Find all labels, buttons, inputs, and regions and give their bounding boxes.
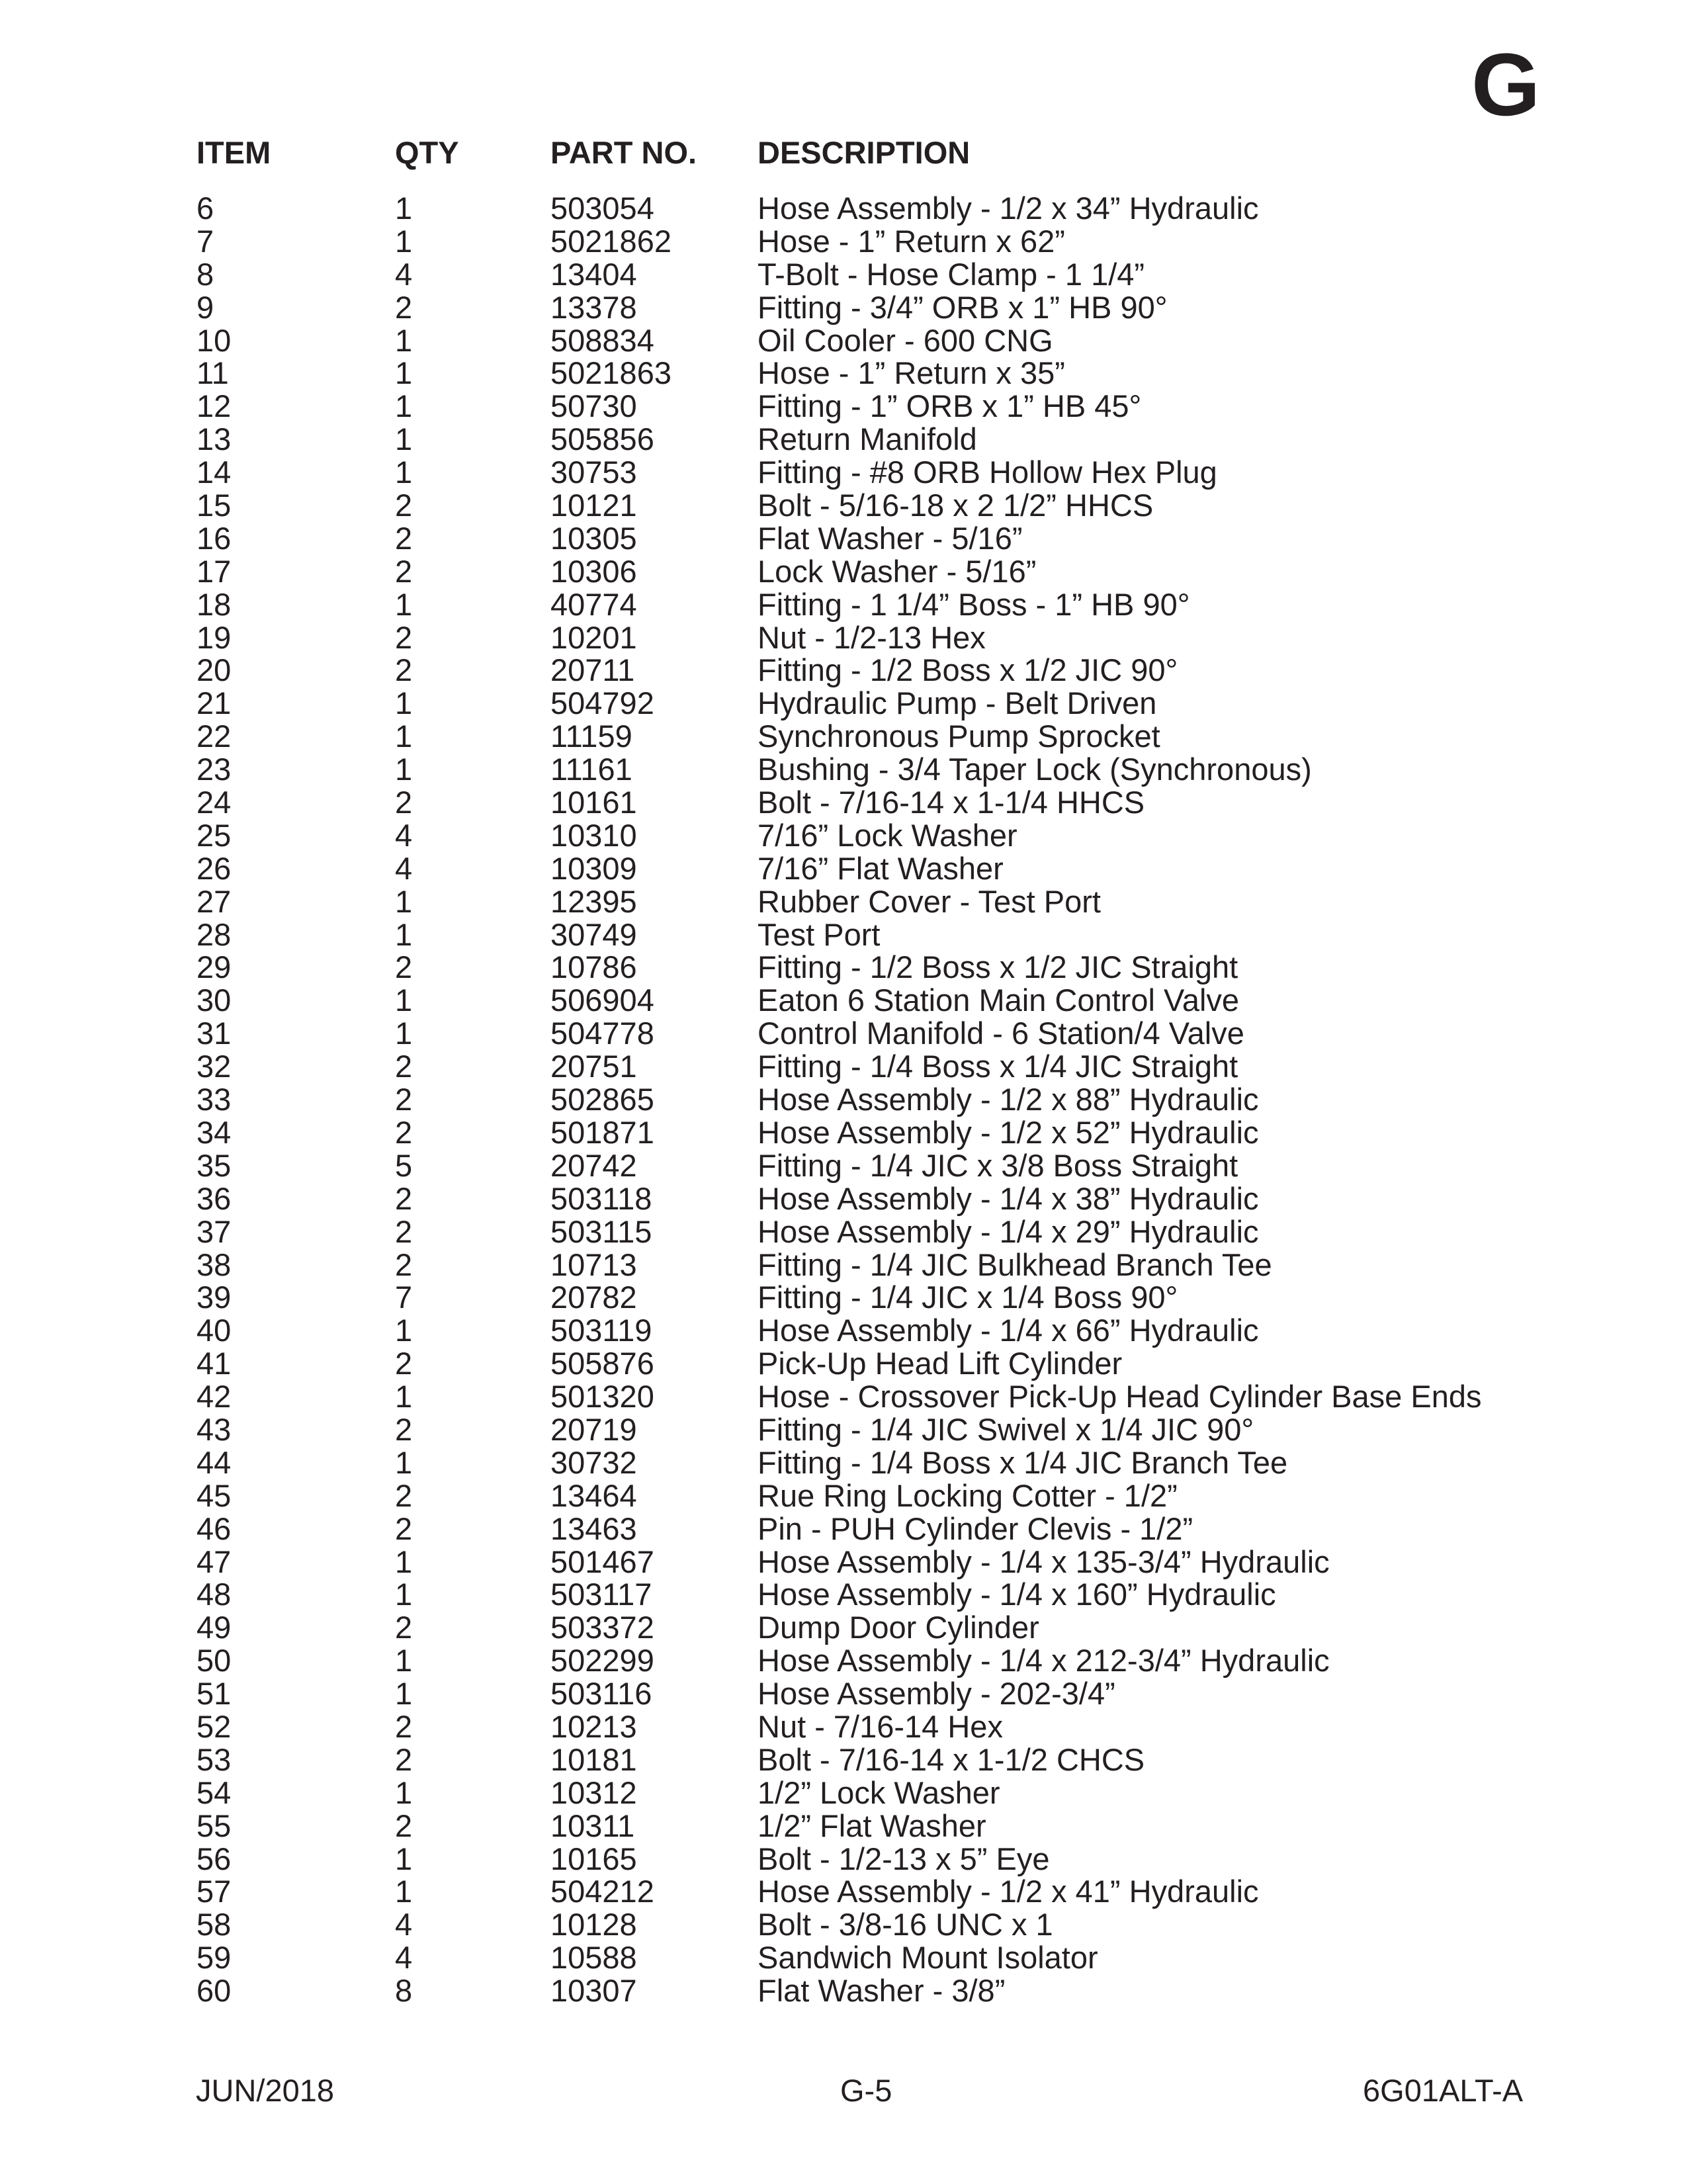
row-quantity: 2 bbox=[395, 1477, 413, 1513]
row-item-number: 35 bbox=[196, 1147, 232, 1183]
row-quantity: 2 bbox=[395, 488, 413, 523]
row-description: 7/16” Flat Washer bbox=[757, 850, 1004, 886]
table-row bbox=[196, 291, 1586, 324]
table-header bbox=[196, 136, 1586, 169]
row-description: Fitting - 1” ORB x 1” HB 45° bbox=[757, 388, 1142, 424]
row-description: Lock Washer - 5/16” bbox=[757, 553, 1037, 589]
row-quantity: 2 bbox=[395, 1213, 413, 1249]
row-item-number: 27 bbox=[196, 883, 232, 919]
row-description: Fitting - 3/4” ORB x 1” HB 90° bbox=[757, 289, 1168, 325]
row-quantity: 1 bbox=[395, 191, 413, 226]
row-description: Hose Assembly - 1/4 x 29” Hydraulic bbox=[757, 1213, 1259, 1249]
row-part-number: 13463 bbox=[550, 1510, 637, 1546]
row-description: Bolt - 5/16-18 x 2 1/2” HHCS bbox=[757, 488, 1154, 523]
row-quantity: 4 bbox=[395, 256, 413, 292]
table-body bbox=[196, 192, 1586, 2007]
row-description: Hose Assembly - 1/2 x 41” Hydraulic bbox=[757, 1874, 1259, 1909]
row-quantity: 2 bbox=[395, 949, 413, 985]
row-item-number: 9 bbox=[196, 289, 214, 325]
row-description: Bolt - 7/16-14 x 1-1/4 HHCS bbox=[757, 785, 1145, 820]
row-description: Fitting - 1/2 Boss x 1/2 JIC 90° bbox=[757, 652, 1178, 688]
row-description: Fitting - 1/4 JIC Bulkhead Branch Tee bbox=[757, 1246, 1272, 1282]
row-quantity: 1 bbox=[395, 685, 413, 721]
row-quantity: 1 bbox=[395, 1577, 413, 1612]
row-part-number: 504212 bbox=[550, 1874, 654, 1909]
table-row bbox=[196, 1149, 1586, 1182]
row-quantity: 2 bbox=[395, 1741, 413, 1777]
row-part-number: 10128 bbox=[550, 1907, 637, 1943]
row-item-number: 55 bbox=[196, 1808, 232, 1843]
table-row bbox=[196, 522, 1586, 555]
row-item-number: 53 bbox=[196, 1741, 232, 1777]
row-part-number: 12395 bbox=[550, 883, 637, 919]
row-part-number: 20751 bbox=[550, 1049, 637, 1084]
row-quantity: 1 bbox=[395, 983, 413, 1018]
row-part-number: 10305 bbox=[550, 520, 637, 556]
row-part-number: 10588 bbox=[550, 1940, 637, 1976]
row-description: Dump Door Cylinder bbox=[757, 1610, 1039, 1645]
row-item-number: 41 bbox=[196, 1346, 232, 1381]
row-quantity: 7 bbox=[395, 1280, 413, 1315]
row-quantity: 2 bbox=[395, 785, 413, 820]
row-description: 1/2” Flat Washer bbox=[757, 1808, 986, 1843]
row-description: Oil Cooler - 600 CNG bbox=[757, 322, 1053, 358]
row-quantity: 1 bbox=[395, 1874, 413, 1909]
row-quantity: 2 bbox=[395, 553, 413, 589]
row-item-number: 57 bbox=[196, 1874, 232, 1909]
row-item-number: 56 bbox=[196, 1841, 232, 1876]
row-quantity: 1 bbox=[395, 1676, 413, 1712]
row-part-number: 503118 bbox=[550, 1180, 652, 1216]
row-description: Fitting - 1/4 JIC x 1/4 Boss 90° bbox=[757, 1280, 1178, 1315]
row-part-number: 20719 bbox=[550, 1411, 637, 1447]
table-row bbox=[196, 1512, 1586, 1546]
row-quantity: 1 bbox=[395, 586, 413, 622]
row-part-number: 5021863 bbox=[550, 355, 671, 391]
row-description: Flat Washer - 5/16” bbox=[757, 520, 1023, 556]
row-part-number: 11161 bbox=[550, 752, 632, 787]
row-description: Hose Assembly - 1/4 x 135-3/4” Hydraulic bbox=[757, 1544, 1330, 1579]
row-description: 7/16” Lock Washer bbox=[757, 817, 1017, 853]
row-item-number: 51 bbox=[196, 1676, 232, 1712]
table-row bbox=[196, 1248, 1586, 1282]
row-description: Fitting - 1/4 Boss x 1/4 JIC Straight bbox=[757, 1049, 1238, 1084]
row-quantity: 1 bbox=[395, 1643, 413, 1679]
row-item-number: 59 bbox=[196, 1940, 232, 1976]
table-row bbox=[196, 1578, 1586, 1611]
row-description: Rubber Cover - Test Port bbox=[757, 883, 1101, 919]
row-description: Hose Assembly - 1/4 x 212-3/4” Hydraulic bbox=[757, 1643, 1330, 1679]
row-item-number: 49 bbox=[196, 1610, 232, 1645]
table-row bbox=[196, 1843, 1586, 1876]
row-part-number: 503054 bbox=[550, 191, 654, 226]
footer-page-number: G-5 bbox=[840, 2073, 892, 2108]
row-quantity: 2 bbox=[395, 289, 413, 325]
row-item-number: 40 bbox=[196, 1313, 232, 1348]
row-quantity: 1 bbox=[395, 1444, 413, 1480]
table-row bbox=[196, 1413, 1586, 1446]
row-item-number: 47 bbox=[196, 1544, 232, 1579]
row-description: Eaton 6 Station Main Control Valve bbox=[757, 983, 1240, 1018]
row-quantity: 1 bbox=[395, 1544, 413, 1579]
table-row bbox=[196, 1347, 1586, 1380]
row-description: Hose Assembly - 1/2 x 34” Hydraulic bbox=[757, 191, 1259, 226]
row-part-number: 10310 bbox=[550, 817, 637, 853]
row-description: Fitting - #8 ORB Hollow Hex Plug bbox=[757, 455, 1217, 490]
row-item-number: 32 bbox=[196, 1049, 232, 1084]
row-description: Return Manifold bbox=[757, 421, 977, 457]
row-item-number: 36 bbox=[196, 1180, 232, 1216]
row-quantity: 2 bbox=[395, 1049, 413, 1084]
row-item-number: 54 bbox=[196, 1774, 232, 1810]
row-quantity: 1 bbox=[395, 916, 413, 952]
row-quantity: 1 bbox=[395, 388, 413, 424]
row-quantity: 2 bbox=[395, 1082, 413, 1117]
row-description: Bolt - 3/8-16 UNC x 1 bbox=[757, 1907, 1053, 1943]
row-description: Hose - 1” Return x 62” bbox=[757, 223, 1065, 259]
row-quantity: 5 bbox=[395, 1147, 413, 1183]
table-row bbox=[196, 786, 1586, 819]
row-description: Fitting - 1/4 JIC x 3/8 Boss Straight bbox=[757, 1147, 1238, 1183]
row-item-number: 12 bbox=[196, 388, 232, 424]
row-part-number: 10307 bbox=[550, 1973, 637, 2009]
row-part-number: 13404 bbox=[550, 256, 637, 292]
table-row bbox=[196, 1050, 1586, 1083]
row-part-number: 503372 bbox=[550, 1610, 654, 1645]
row-part-number: 501871 bbox=[550, 1114, 654, 1150]
row-quantity: 2 bbox=[395, 1246, 413, 1282]
row-part-number: 20742 bbox=[550, 1147, 637, 1183]
row-description: Flat Washer - 3/8” bbox=[757, 1973, 1006, 2009]
table-row bbox=[196, 1908, 1586, 1941]
footer-document-code: 6G01ALT-A bbox=[1363, 2073, 1524, 2108]
row-part-number: 10181 bbox=[550, 1741, 637, 1777]
row-part-number: 503117 bbox=[550, 1577, 652, 1612]
table-row bbox=[196, 555, 1586, 588]
row-quantity: 2 bbox=[395, 1180, 413, 1216]
row-quantity: 2 bbox=[395, 1610, 413, 1645]
table-row bbox=[196, 1974, 1586, 2007]
row-item-number: 60 bbox=[196, 1973, 232, 2009]
row-part-number: 505876 bbox=[550, 1346, 654, 1381]
row-quantity: 1 bbox=[395, 719, 413, 754]
row-quantity: 1 bbox=[395, 883, 413, 919]
row-quantity: 2 bbox=[395, 1510, 413, 1546]
table-row bbox=[196, 1314, 1586, 1347]
table-row bbox=[196, 324, 1586, 357]
header-qty: QTY bbox=[395, 135, 459, 170]
table-row bbox=[196, 1116, 1586, 1149]
row-quantity: 1 bbox=[395, 455, 413, 490]
row-part-number: 504778 bbox=[550, 1016, 654, 1051]
table-row bbox=[196, 753, 1586, 786]
row-part-number: 508834 bbox=[550, 322, 654, 358]
row-description: Hose Assembly - 1/4 x 66” Hydraulic bbox=[757, 1313, 1259, 1348]
table-row bbox=[196, 1083, 1586, 1116]
row-item-number: 37 bbox=[196, 1213, 232, 1249]
table-row bbox=[196, 1182, 1586, 1215]
row-description: Hose - 1” Return x 35” bbox=[757, 355, 1065, 391]
row-part-number: 40774 bbox=[550, 586, 637, 622]
row-item-number: 52 bbox=[196, 1708, 232, 1744]
row-part-number: 10312 bbox=[550, 1774, 637, 1810]
row-part-number: 50730 bbox=[550, 388, 637, 424]
row-description: Hose Assembly - 1/4 x 160” Hydraulic bbox=[757, 1577, 1276, 1612]
row-quantity: 2 bbox=[395, 652, 413, 688]
row-part-number: 13378 bbox=[550, 289, 637, 325]
table-row bbox=[196, 654, 1586, 687]
parts-table bbox=[196, 136, 1586, 2007]
row-description: Bushing - 3/4 Taper Lock (Synchronous) bbox=[757, 752, 1312, 787]
row-description: Hose Assembly - 1/4 x 38” Hydraulic bbox=[757, 1180, 1259, 1216]
row-quantity: 1 bbox=[395, 1774, 413, 1810]
row-description: Bolt - 1/2-13 x 5” Eye bbox=[757, 1841, 1050, 1876]
table-row bbox=[196, 852, 1586, 885]
row-part-number: 504792 bbox=[550, 685, 654, 721]
row-item-number: 30 bbox=[196, 983, 232, 1018]
row-item-number: 21 bbox=[196, 685, 232, 721]
row-quantity: 1 bbox=[395, 1379, 413, 1415]
row-quantity: 2 bbox=[395, 520, 413, 556]
table-row bbox=[196, 423, 1586, 456]
row-description: Nut - 7/16-14 Hex bbox=[757, 1708, 1003, 1744]
row-part-number: 505856 bbox=[550, 421, 654, 457]
row-part-number: 10165 bbox=[550, 1841, 637, 1876]
row-part-number: 502299 bbox=[550, 1643, 654, 1679]
table-row bbox=[196, 1479, 1586, 1512]
table-row bbox=[196, 819, 1586, 852]
row-description: Hose Assembly - 202-3/4” bbox=[757, 1676, 1115, 1712]
row-part-number: 10786 bbox=[550, 949, 637, 985]
row-item-number: 29 bbox=[196, 949, 232, 985]
row-part-number: 503119 bbox=[550, 1313, 652, 1348]
row-part-number: 10309 bbox=[550, 850, 637, 886]
row-part-number: 10311 bbox=[550, 1808, 635, 1843]
row-part-number: 10713 bbox=[550, 1246, 637, 1282]
row-description: Fitting - 1/4 JIC Swivel x 1/4 JIC 90° bbox=[757, 1411, 1254, 1447]
row-item-number: 19 bbox=[196, 619, 232, 655]
row-description: Control Manifold - 6 Station/4 Valve bbox=[757, 1016, 1244, 1051]
row-description: Hose Assembly - 1/2 x 52” Hydraulic bbox=[757, 1114, 1259, 1150]
table-row bbox=[196, 357, 1586, 390]
row-item-number: 58 bbox=[196, 1907, 232, 1943]
row-description: Nut - 1/2-13 Hex bbox=[757, 619, 986, 655]
row-part-number: 11159 bbox=[550, 719, 632, 754]
row-description: Fitting - 1/4 Boss x 1/4 JIC Branch Tee bbox=[757, 1444, 1288, 1480]
row-part-number: 10121 bbox=[550, 488, 637, 523]
row-part-number: 13464 bbox=[550, 1477, 637, 1513]
row-item-number: 25 bbox=[196, 817, 232, 853]
row-quantity: 2 bbox=[395, 619, 413, 655]
table-row bbox=[196, 1776, 1586, 1810]
row-description: Pin - PUH Cylinder Clevis - 1/2” bbox=[757, 1510, 1193, 1546]
row-part-number: 10201 bbox=[550, 619, 637, 655]
row-item-number: 43 bbox=[196, 1411, 232, 1447]
table-row bbox=[196, 1546, 1586, 1579]
table-row bbox=[196, 1875, 1586, 1908]
row-item-number: 13 bbox=[196, 421, 232, 457]
row-quantity: 2 bbox=[395, 1411, 413, 1447]
row-description: Hose Assembly - 1/2 x 88” Hydraulic bbox=[757, 1082, 1259, 1117]
row-description: Hose - Crossover Pick-Up Head Cylinder Base Ends bbox=[757, 1379, 1482, 1415]
row-item-number: 45 bbox=[196, 1477, 232, 1513]
table-row bbox=[196, 1017, 1586, 1050]
table-row bbox=[196, 1446, 1586, 1479]
row-item-number: 18 bbox=[196, 586, 232, 622]
header-description: DESCRIPTION bbox=[757, 135, 971, 170]
table-row bbox=[196, 621, 1586, 654]
row-item-number: 15 bbox=[196, 488, 232, 523]
row-quantity: 4 bbox=[395, 850, 413, 886]
row-item-number: 46 bbox=[196, 1510, 232, 1546]
table-row bbox=[196, 1644, 1586, 1677]
row-quantity: 2 bbox=[395, 1708, 413, 1744]
row-description: 1/2” Lock Washer bbox=[757, 1774, 1000, 1810]
row-item-number: 42 bbox=[196, 1379, 232, 1415]
row-part-number: 20782 bbox=[550, 1280, 637, 1315]
row-quantity: 4 bbox=[395, 1907, 413, 1943]
row-description: Bolt - 7/16-14 x 1-1/2 CHCS bbox=[757, 1741, 1145, 1777]
table-row bbox=[196, 687, 1586, 720]
row-item-number: 38 bbox=[196, 1246, 232, 1282]
header-part-no: PART NO. bbox=[550, 135, 697, 170]
row-part-number: 501467 bbox=[550, 1544, 654, 1579]
row-part-number: 30732 bbox=[550, 1444, 637, 1480]
row-item-number: 8 bbox=[196, 256, 214, 292]
table-row bbox=[196, 1380, 1586, 1413]
row-part-number: 502865 bbox=[550, 1082, 654, 1117]
row-quantity: 4 bbox=[395, 817, 413, 853]
row-item-number: 14 bbox=[196, 455, 232, 490]
row-item-number: 22 bbox=[196, 719, 232, 754]
row-part-number: 503116 bbox=[550, 1676, 652, 1712]
row-part-number: 10306 bbox=[550, 553, 637, 589]
row-item-number: 48 bbox=[196, 1577, 232, 1612]
table-row bbox=[196, 951, 1586, 984]
row-item-number: 50 bbox=[196, 1643, 232, 1679]
row-quantity: 1 bbox=[395, 1841, 413, 1876]
row-item-number: 39 bbox=[196, 1280, 232, 1315]
row-quantity: 2 bbox=[395, 1808, 413, 1843]
row-item-number: 16 bbox=[196, 520, 232, 556]
row-item-number: 20 bbox=[196, 652, 232, 688]
row-item-number: 7 bbox=[196, 223, 214, 259]
row-description: T-Bolt - Hose Clamp - 1 1/4” bbox=[757, 256, 1145, 292]
table-row bbox=[196, 1743, 1586, 1776]
row-quantity: 4 bbox=[395, 1940, 413, 1976]
row-part-number: 10161 bbox=[550, 785, 637, 820]
row-item-number: 33 bbox=[196, 1082, 232, 1117]
table-row bbox=[196, 918, 1586, 951]
row-quantity: 2 bbox=[395, 1114, 413, 1150]
row-quantity: 1 bbox=[395, 752, 413, 787]
table-row bbox=[196, 390, 1586, 423]
row-quantity: 1 bbox=[395, 322, 413, 358]
row-part-number: 5021862 bbox=[550, 223, 671, 259]
table-row bbox=[196, 258, 1586, 291]
table-row bbox=[196, 885, 1586, 918]
row-part-number: 30749 bbox=[550, 916, 637, 952]
table-row bbox=[196, 1810, 1586, 1843]
row-part-number: 501320 bbox=[550, 1379, 654, 1415]
table-row bbox=[196, 588, 1586, 621]
row-quantity: 2 bbox=[395, 1346, 413, 1381]
row-part-number: 506904 bbox=[550, 983, 654, 1018]
row-item-number: 44 bbox=[196, 1444, 232, 1480]
table-row bbox=[196, 1941, 1586, 1974]
row-part-number: 20711 bbox=[550, 652, 635, 688]
row-description: Rue Ring Locking Cotter - 1/2” bbox=[757, 1477, 1178, 1513]
table-row bbox=[196, 456, 1586, 489]
footer-date: JUN/2018 bbox=[196, 2073, 334, 2108]
row-item-number: 31 bbox=[196, 1016, 232, 1051]
row-item-number: 23 bbox=[196, 752, 232, 787]
table-row bbox=[196, 720, 1586, 753]
table-row bbox=[196, 984, 1586, 1017]
row-description: Sandwich Mount Isolator bbox=[757, 1940, 1098, 1976]
row-item-number: 24 bbox=[196, 785, 232, 820]
table-row bbox=[196, 489, 1586, 522]
row-quantity: 1 bbox=[395, 223, 413, 259]
row-part-number: 10213 bbox=[550, 1708, 637, 1744]
row-item-number: 34 bbox=[196, 1114, 232, 1150]
row-description: Test Port bbox=[757, 916, 881, 952]
header-item: ITEM bbox=[196, 135, 271, 170]
row-quantity: 8 bbox=[395, 1973, 413, 2009]
row-description: Pick-Up Head Lift Cylinder bbox=[757, 1346, 1123, 1381]
table-row bbox=[196, 192, 1586, 225]
table-row bbox=[196, 1677, 1586, 1710]
row-description: Fitting - 1 1/4” Boss - 1” HB 90° bbox=[757, 586, 1190, 622]
table-row bbox=[196, 1710, 1586, 1743]
row-description: Synchronous Pump Sprocket bbox=[757, 719, 1160, 754]
row-quantity: 1 bbox=[395, 1016, 413, 1051]
row-item-number: 11 bbox=[196, 355, 229, 391]
table-row bbox=[196, 1611, 1586, 1644]
row-item-number: 17 bbox=[196, 553, 232, 589]
row-description: Hydraulic Pump - Belt Driven bbox=[757, 685, 1157, 721]
table-row bbox=[196, 1215, 1586, 1248]
row-quantity: 1 bbox=[395, 1313, 413, 1348]
row-description: Fitting - 1/2 Boss x 1/2 JIC Straight bbox=[757, 949, 1238, 985]
section-letter: G bbox=[1471, 36, 1541, 134]
table-row bbox=[196, 1281, 1586, 1314]
row-part-number: 503115 bbox=[550, 1213, 652, 1249]
row-item-number: 26 bbox=[196, 850, 232, 886]
table-row bbox=[196, 225, 1586, 258]
row-quantity: 1 bbox=[395, 421, 413, 457]
row-item-number: 10 bbox=[196, 322, 232, 358]
row-quantity: 1 bbox=[395, 355, 413, 391]
row-item-number: 28 bbox=[196, 916, 232, 952]
row-part-number: 30753 bbox=[550, 455, 637, 490]
row-item-number: 6 bbox=[196, 191, 214, 226]
